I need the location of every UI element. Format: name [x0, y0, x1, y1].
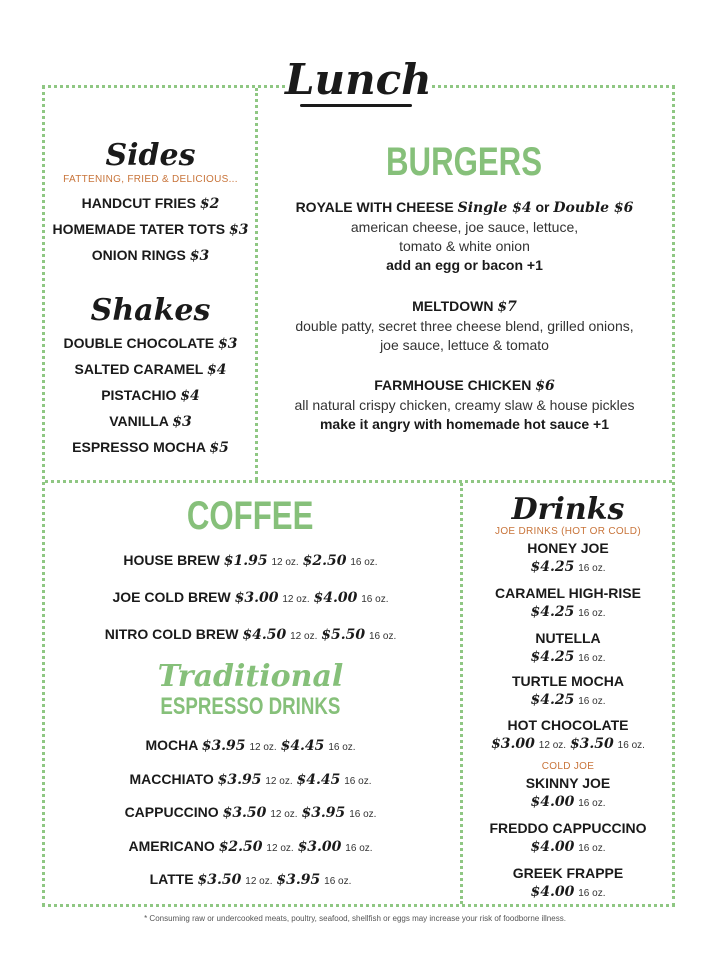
- burger-item-farmhouse: FARMHOUSE CHICKEN $6 all natural crispy chicken, creamy slaw & house pickles make it angry with homemade hot sauce +1: [294, 377, 635, 432]
- burgers-heading: BURGERS: [386, 140, 543, 184]
- divider-coffee-drinks: [460, 483, 463, 904]
- list-item: HOUSE BREW $1.95 12 oz. $2.50 16 oz.: [123, 552, 378, 569]
- divider-top-bottom: [45, 480, 672, 483]
- list-item: ESPRESSO MOCHA $5: [72, 439, 229, 456]
- list-item: SALTED CARAMEL $4: [74, 361, 227, 378]
- divider-sides-burgers: [255, 88, 258, 480]
- list-item: GREEK FRAPPE $4.00 16 oz.: [512, 865, 624, 900]
- shakes-section: [48, 293, 253, 461]
- sides-subheading: FATTENING, FRIED & DELICIOUS...: [63, 174, 238, 185]
- list-item: MACCHIATO $3.95 12 oz. $4.45 16 oz.: [129, 770, 372, 788]
- coffee-heading: COFFEE: [187, 494, 314, 538]
- shakes-heading: Shakes: [90, 293, 211, 328]
- list-item: CAPPUCCINO $3.50 12 oz. $3.95 16 oz.: [124, 804, 377, 821]
- burgers-section: [262, 140, 667, 434]
- footnote: * Consuming raw or undercooked meats, poultry, seafood, shellfish or eggs may increase your risk of foodborne illness.: [144, 914, 566, 923]
- list-item: MOCHA $3.95 12 oz. $4.45 16 oz.: [145, 737, 356, 754]
- list-item: ONION RINGS $3: [91, 247, 210, 264]
- drinks-cold-subheading: COLD JOE: [541, 761, 595, 772]
- list-item: HANDCUT FRIES $2: [81, 195, 220, 212]
- list-item: FREDDO CAPPUCCINO $4.00 16 oz.: [489, 820, 647, 855]
- list-item: HONEY JOE $4.25 16 oz.: [527, 540, 609, 575]
- page-title: Lunch: [285, 55, 432, 104]
- drinks-section: [464, 494, 672, 903]
- list-item: VANILLA $3: [109, 413, 192, 430]
- espresso-heading: ESPRESSO DRINKS: [160, 693, 341, 720]
- burger-item-royale: ROYALE WITH CHEESE Single $4 or Double $6 american cheese, joe sauce, lettuce, tomato & white onion add an egg or bacon +1: [295, 199, 634, 273]
- drinks-heading: Drinks: [511, 492, 625, 527]
- title-underline: [300, 104, 412, 107]
- list-item: CARAMEL HIGH-RISE $4.25 16 oz.: [495, 585, 641, 620]
- list-item: NITRO COLD BREW $4.50 12 oz. $5.50 16 oz.: [104, 626, 397, 643]
- list-item: DOUBLE CHOCOLATE $3: [63, 335, 238, 352]
- coffee-section: [48, 494, 453, 654]
- list-item: AMERICANO $2.50 12 oz. $3.00 16 oz.: [128, 837, 373, 855]
- list-item: HOMEMADE TATER TOTS $3: [52, 221, 249, 238]
- list-item: PISTACHIO $4: [101, 387, 200, 404]
- sides-heading: Sides: [105, 138, 196, 173]
- burger-item-meltdown: MELTDOWN $7 double patty, secret three cheese blend, grilled onions, joe sauce, lettuce & tomato: [295, 298, 634, 353]
- drinks-hot-subheading: JOE DRINKS (HOT OR COLD): [495, 526, 641, 537]
- espresso-script-heading: Traditional: [157, 659, 344, 694]
- list-item: HOT CHOCOLATE $3.00 12 oz. $3.50 16 oz.: [491, 717, 645, 752]
- espresso-section: [48, 660, 453, 898]
- sides-section: [48, 138, 253, 269]
- list-item: JOE COLD BREW $3.00 12 oz. $4.00 16 oz.: [112, 589, 389, 606]
- list-item: TURTLE MOCHA $4.25 16 oz.: [512, 673, 624, 708]
- list-item: LATTE $3.50 12 oz. $3.95 16 oz.: [149, 871, 352, 888]
- list-item: SKINNY JOE $4.00 16 oz.: [525, 775, 611, 810]
- list-item: NUTELLA $4.25 16 oz.: [530, 630, 606, 665]
